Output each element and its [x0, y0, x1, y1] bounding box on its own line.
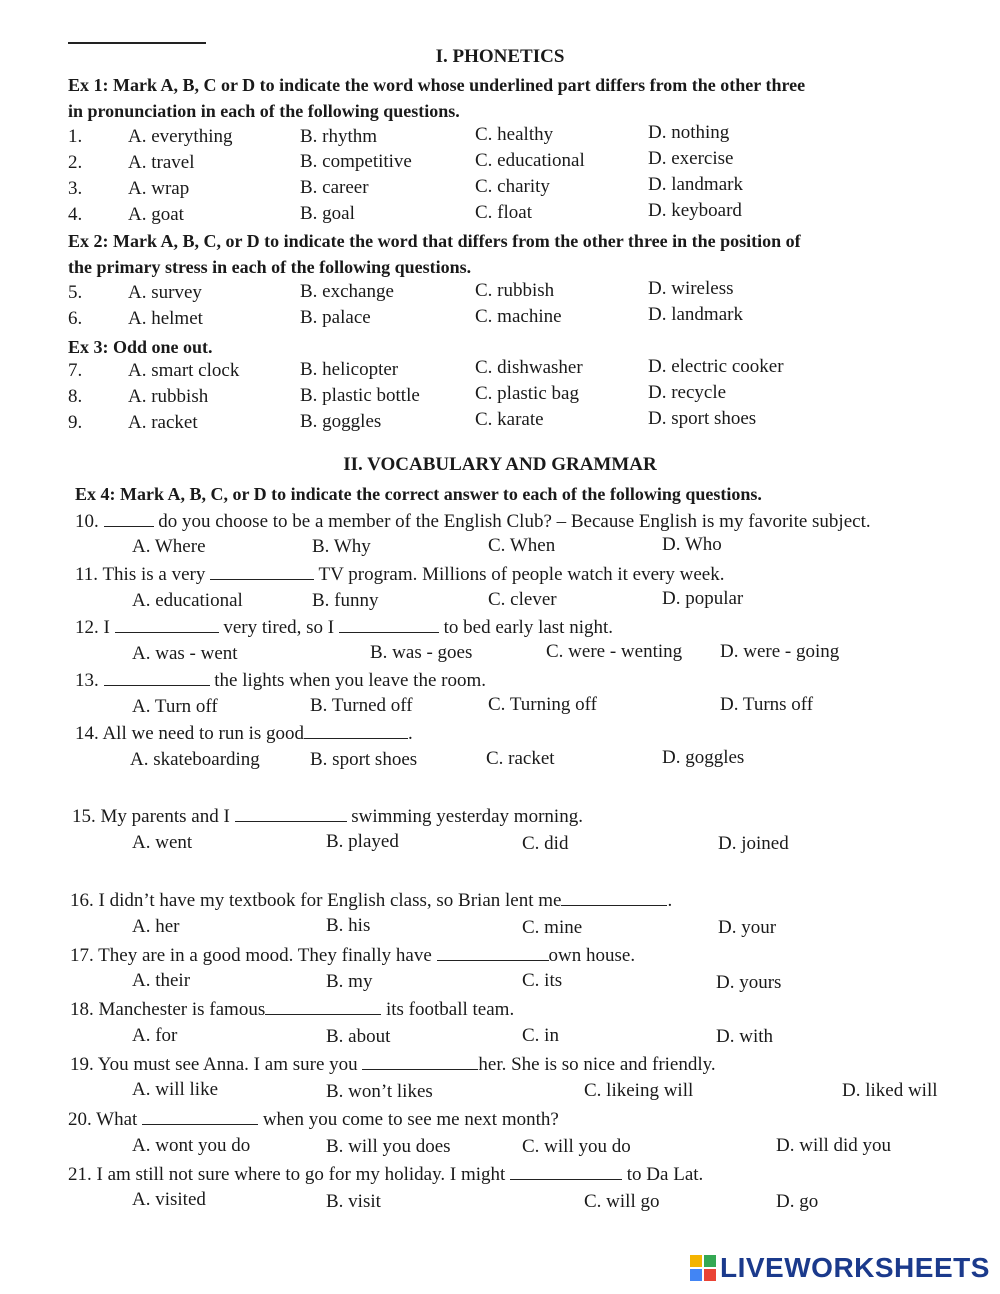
logo-square-2 [704, 1255, 716, 1267]
q21-option-a[interactable]: A. visited [132, 1189, 206, 1210]
q19-text-2: her. She is so nice and friendly. [478, 1054, 716, 1075]
q10-option-c[interactable]: C. When [488, 535, 556, 556]
option-c[interactable]: C. educational [475, 150, 585, 171]
question-number: 1. [68, 126, 83, 147]
section-title-vocab-grammar: II. VOCABULARY AND GRAMMAR [343, 454, 657, 475]
answer-blank[interactable] [362, 1053, 478, 1070]
answer-blank[interactable] [304, 722, 408, 739]
q17-text-1: 17. They are in a good mood. They finally have [70, 945, 432, 966]
q21-text-2: to Da Lat. [626, 1164, 704, 1185]
option-a[interactable]: A. racket [128, 412, 198, 433]
option-c[interactable]: C. karate [475, 409, 544, 430]
top-rule [68, 42, 206, 44]
ex4-title: Ex 4: Mark A, B, C, or D to indicate the correct answer to each of the following questions. [75, 484, 762, 504]
q15-option-a[interactable]: A. went [132, 832, 193, 853]
q18-text-1: 18. Manchester is famous [70, 999, 266, 1020]
answer-blank-2[interactable] [339, 616, 439, 633]
q13-option-a[interactable]: A. Turn off [132, 696, 218, 717]
option-b[interactable]: B. goggles [300, 411, 382, 432]
answer-blank[interactable] [437, 944, 549, 961]
section-title-phonetics: I. PHONETICS [435, 46, 565, 67]
answer-blank[interactable] [104, 669, 210, 686]
q14-text: 14. All we need to run is good [75, 723, 305, 744]
option-b[interactable]: B. rhythm [300, 126, 378, 147]
q19-option-b[interactable]: B. won’t likes [326, 1081, 433, 1102]
answer-blank[interactable] [235, 805, 347, 822]
question-number: 6. [68, 308, 83, 329]
q21-option-b[interactable]: B. visit [326, 1191, 381, 1212]
question-14 [75, 722, 413, 745]
question-16 [70, 889, 672, 912]
q17-text-2: own house. [548, 945, 636, 966]
q13-option-b[interactable]: B. Turned off [310, 695, 413, 716]
option-c[interactable]: C. rubbish [475, 280, 555, 301]
answer-blank[interactable] [104, 510, 154, 527]
option-b[interactable]: B. competitive [300, 151, 412, 172]
logo-square-1 [690, 1255, 702, 1267]
q11-option-b[interactable]: B. funny [312, 590, 379, 611]
q19-option-d[interactable]: D. liked will [842, 1080, 938, 1101]
q14-option-d[interactable]: D. goggles [662, 747, 745, 768]
ex2-title-line1: Ex 2: Mark A, B, C, or D to indicate the word that differs from the other three in the position of [68, 231, 801, 251]
liveworksheets-logo[interactable] [690, 1252, 990, 1284]
question-11 [75, 563, 724, 586]
q12-option-c[interactable]: C. were - wenting [546, 641, 683, 662]
q16-text: 16. I didn’t have my textbook for English class, so Brian lent me [70, 890, 562, 911]
q14-option-a[interactable]: A. skateboarding [130, 749, 260, 770]
question-18 [70, 998, 514, 1021]
q20-option-b[interactable]: B. will you does [326, 1136, 451, 1157]
option-d[interactable]: D. keyboard [648, 200, 742, 221]
ex1-title-line1: Ex 1: Mark A, B, C or D to indicate the word whose underlined part differs from the other three [68, 75, 806, 95]
q21-option-c[interactable]: C. will go [584, 1191, 660, 1212]
option-c[interactable]: C. float [475, 202, 532, 223]
q20-option-d[interactable]: D. will did you [776, 1135, 892, 1156]
q18-option-d[interactable]: D. with [716, 1026, 773, 1047]
ex3-title: Ex 3: Odd one out. [68, 337, 213, 357]
q18-option-c[interactable]: C. in [522, 1025, 559, 1046]
option-c[interactable]: C. dishwasher [475, 357, 583, 378]
q13-option-d[interactable]: D. Turns off [720, 694, 814, 715]
option-b[interactable]: B. career [300, 177, 369, 198]
option-c[interactable]: C. charity [475, 176, 550, 197]
q15-option-d[interactable]: D. joined [718, 833, 789, 854]
option-d[interactable]: D. electric cooker [648, 356, 784, 377]
q15-text-2: swimming yesterday morning. [351, 806, 583, 827]
answer-blank[interactable] [142, 1108, 258, 1125]
option-a[interactable]: A. survey [128, 282, 202, 303]
q20-text-1: 20. What [68, 1109, 138, 1130]
answer-blank[interactable] [210, 563, 314, 580]
question-15 [72, 805, 583, 828]
q11-text-1: 11. This is a very [75, 564, 206, 585]
q20-text-2: when you come to see me next month? [262, 1109, 559, 1130]
answer-blank-1[interactable] [115, 616, 219, 633]
q13-text: the lights when you leave the room. [214, 670, 486, 691]
question-number: 9. [68, 412, 83, 433]
option-b[interactable]: B. goal [300, 203, 355, 224]
question-20 [68, 1108, 559, 1131]
q12-option-d[interactable]: D. were - going [720, 641, 840, 662]
option-d[interactable]: D. landmark [648, 174, 743, 195]
q10-text: do you choose to be a member of the English Club? – Because English is my favorite subject. [158, 511, 871, 532]
q11-option-a[interactable]: A. educational [132, 590, 243, 611]
q13-option-c[interactable]: C. Turning off [488, 694, 597, 715]
q11-option-d[interactable]: D. popular [662, 588, 744, 609]
answer-blank[interactable] [561, 889, 667, 906]
ex1-title-line2: in pronunciation in each of the following questions. [68, 101, 460, 121]
q16-period: . [667, 890, 673, 911]
q14-option-b[interactable]: B. sport shoes [310, 749, 418, 770]
question-10 [75, 510, 871, 533]
question-number: 8. [68, 386, 83, 407]
question-19 [70, 1053, 716, 1076]
question-21 [68, 1163, 703, 1186]
q18-text-2: its football team. [385, 999, 515, 1020]
q11-option-c[interactable]: C. clever [488, 589, 557, 610]
option-a[interactable]: A. smart clock [128, 360, 240, 381]
q19-option-c[interactable]: C. likeing will [584, 1080, 694, 1101]
logo-square-3 [690, 1269, 702, 1281]
q20-option-c[interactable]: C. will you do [522, 1136, 631, 1157]
q12-text-2: very tired, so I [223, 617, 335, 638]
q20-option-a[interactable]: A. wont you do [132, 1135, 251, 1156]
question-number: 2. [68, 152, 83, 173]
q10-option-d[interactable]: D. Who [662, 534, 722, 555]
question-13 [75, 669, 486, 692]
option-d[interactable]: D. sport shoes [648, 408, 757, 429]
q14-period: . [408, 723, 413, 744]
option-b[interactable]: B. helicopter [300, 359, 399, 380]
option-b[interactable]: B. plastic bottle [300, 385, 420, 406]
option-b[interactable]: B. palace [300, 307, 371, 328]
q17-option-d[interactable]: D. yours [716, 972, 782, 993]
q14-option-c[interactable]: C. racket [486, 748, 555, 769]
q15-text-1: 15. My parents and I [72, 806, 230, 827]
question-number: 4. [68, 204, 83, 225]
option-a[interactable]: A. goat [128, 204, 184, 225]
q12-text-1: 12. I [75, 617, 110, 638]
q10-number: 10. [75, 511, 99, 532]
q16-option-c[interactable]: C. mine [522, 917, 583, 938]
q17-option-b[interactable]: B. my [326, 971, 373, 992]
q12-option-b[interactable]: B. was - goes [370, 642, 473, 663]
q10-option-a[interactable]: A. Where [132, 536, 206, 557]
option-a[interactable]: A. wrap [128, 178, 190, 199]
option-d[interactable]: D. exercise [648, 148, 734, 169]
q11-text-2: TV program. Millions of people watch it every week. [318, 564, 725, 585]
option-d[interactable]: D. nothing [648, 122, 730, 143]
q16-option-b[interactable]: B. his [326, 915, 371, 936]
option-d[interactable]: D. landmark [648, 304, 743, 325]
logo-square-4 [704, 1269, 716, 1281]
q16-option-d[interactable]: D. your [718, 917, 777, 938]
q21-text-1: 21. I am still not sure where to go for my holiday. I might [68, 1164, 506, 1185]
answer-blank[interactable] [265, 998, 381, 1015]
option-c[interactable]: C. machine [475, 306, 562, 327]
q16-option-a[interactable]: A. her [132, 916, 180, 937]
option-c[interactable]: C. plastic bag [475, 383, 579, 404]
answer-blank[interactable] [510, 1163, 622, 1180]
ex1-instructions [68, 72, 805, 124]
q15-option-b[interactable]: B. played [326, 831, 399, 852]
q12-text-3: to bed early last night. [443, 617, 614, 638]
option-a[interactable]: A. everything [128, 126, 233, 147]
q18-option-a[interactable]: A. for [132, 1025, 178, 1046]
q15-option-c[interactable]: C. did [522, 833, 569, 854]
q17-option-c[interactable]: C. its [522, 970, 563, 991]
q13-number: 13. [75, 670, 99, 691]
option-a[interactable]: A. helmet [128, 308, 203, 329]
q21-option-d[interactable]: D. go [776, 1191, 819, 1212]
question-12 [75, 616, 613, 639]
option-a[interactable]: A. travel [128, 152, 195, 173]
q12-option-a[interactable]: A. was - went [132, 643, 238, 664]
question-number: 3. [68, 178, 83, 199]
option-b[interactable]: B. exchange [300, 281, 394, 302]
option-a[interactable]: A. rubbish [128, 386, 209, 407]
ex2-title-line2: the primary stress in each of the following questions. [68, 257, 472, 277]
q19-option-a[interactable]: A. will like [132, 1079, 219, 1100]
option-d[interactable]: D. recycle [648, 382, 727, 403]
q10-option-b[interactable]: B. Why [312, 536, 371, 557]
question-17 [70, 944, 635, 967]
ex2-instructions [68, 228, 801, 280]
logo-text: LIVEWORKSHEETS [720, 1252, 990, 1283]
q18-option-b[interactable]: B. about [326, 1026, 391, 1047]
q19-text-1: 19. You must see Anna. I am sure you [70, 1054, 358, 1075]
option-d[interactable]: D. wireless [648, 278, 734, 299]
option-c[interactable]: C. healthy [475, 124, 554, 145]
question-number: 7. [68, 360, 83, 381]
logo-grid-icon [690, 1255, 716, 1281]
question-number: 5. [68, 282, 83, 303]
q17-option-a[interactable]: A. their [132, 970, 191, 991]
